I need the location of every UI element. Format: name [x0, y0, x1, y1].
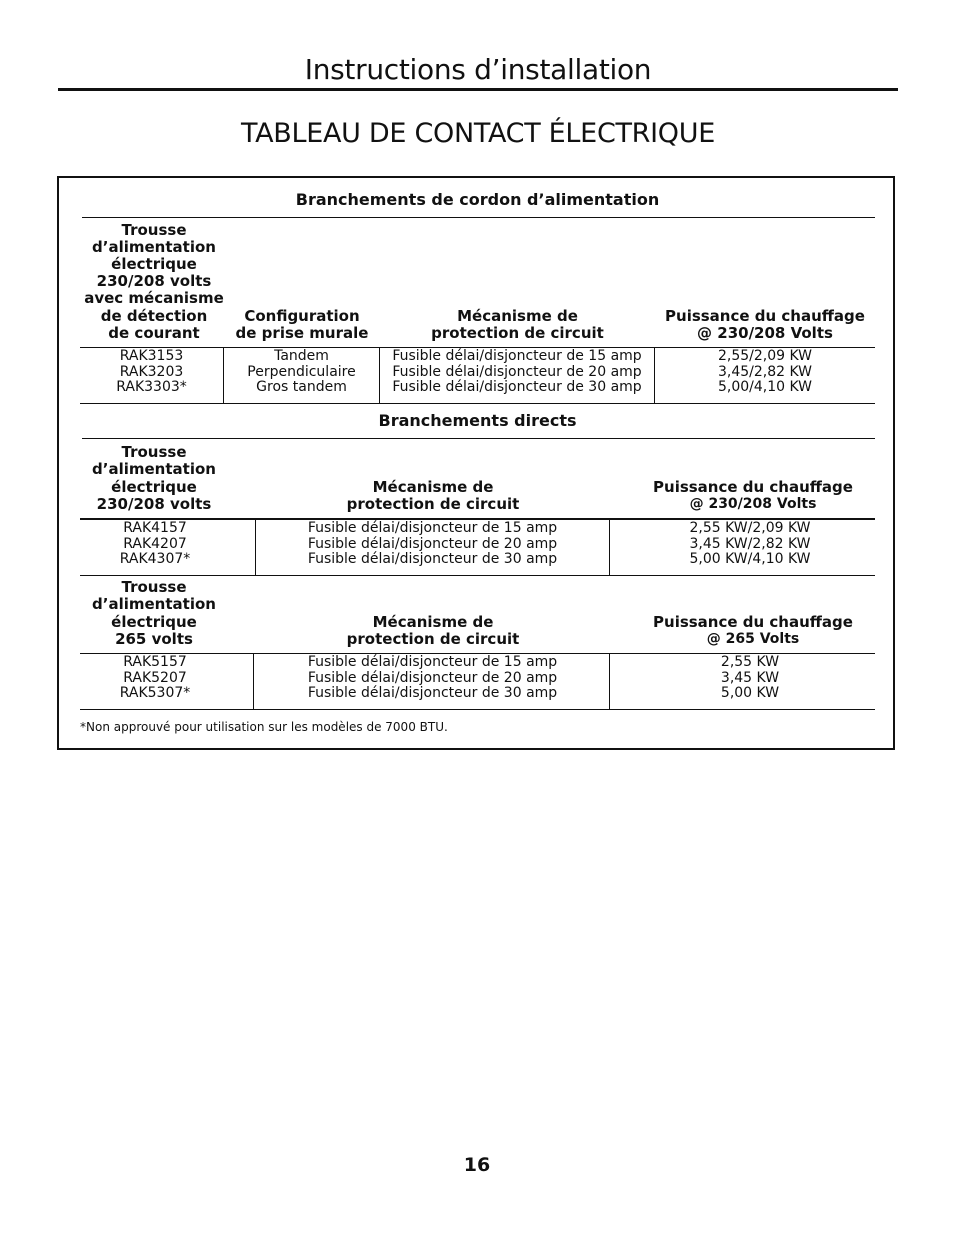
cord-protection-list-line: Fusible délai/disjoncteur de 20 amp — [392, 363, 642, 380]
cord-header-protection-line: protection de circuit — [431, 323, 604, 342]
direct265-header-kit-line: électrique — [111, 612, 197, 631]
electrical-contact-table — [57, 176, 895, 750]
cord-header-config — [224, 220, 380, 342]
direct230-header-kit — [80, 441, 228, 513]
cord-protection-list-line: Fusible délai/disjoncteur de 30 amp — [392, 379, 642, 395]
direct265-power-list-line: 3,45 KW — [720, 669, 780, 686]
direct230-kit-list — [80, 521, 230, 568]
direct230-header-kit-line: 230/208 volts — [96, 494, 212, 513]
cord-protection-list — [380, 349, 654, 396]
cord-header-protection — [380, 220, 655, 342]
direct265-header-kit-line: 265 volts — [115, 629, 193, 648]
direct265-power-list-line: 2,55 KW — [720, 654, 780, 670]
direct230-protection-list-line: Fusible délai/disjoncteur de 15 amp — [307, 520, 558, 536]
direct265-protection-list-line: Fusible délai/disjoncteur de 20 amp — [307, 669, 558, 686]
direct265-kit-list-line: RAK5207 — [123, 669, 187, 686]
cord-header-kit-line: de détection — [100, 306, 208, 325]
cord-header-kit-line: avec mécanisme — [84, 289, 224, 308]
direct265-kit-list-line: RAK5307* — [119, 685, 191, 701]
direct265-header-power — [610, 576, 896, 648]
cord-header-kit — [80, 220, 228, 342]
direct265-header-power-line: Puissance du chauffage — [653, 612, 853, 631]
cord-header-kit-line: Trousse — [121, 220, 187, 239]
direct265-protection-list-line: Fusible délai/disjoncteur de 15 amp — [307, 654, 558, 670]
direct265-header-power-line: @ 265 Volts — [706, 630, 800, 647]
cord-protection-list-line: Fusible délai/disjoncteur de 15 amp — [392, 348, 642, 364]
direct230-header-power — [610, 441, 896, 513]
cord-header-protection-line: Mécanisme de — [457, 306, 578, 325]
header-divider — [58, 88, 898, 91]
direct230-header-power-line: @ 230/208 Volts — [689, 495, 817, 512]
direct230-header-protection — [256, 441, 610, 513]
direct265-header-kit — [80, 576, 228, 648]
cord-header-config-line: de prise murale — [235, 323, 369, 342]
cord-config-list-line: Gros tandem — [256, 379, 347, 395]
direct265-header-protection — [256, 576, 610, 648]
cord-header-kit-line: électrique — [111, 254, 197, 273]
cord-header-kit-line: de courant — [108, 323, 200, 342]
cord-header-config-line: Configuration — [244, 306, 360, 325]
direct230-protection-list-line: Fusible délai/disjoncteur de 20 amp — [307, 535, 558, 552]
direct265-header-kit-line: Trousse — [121, 578, 187, 597]
direct230-power-list-line: 2,55 KW/2,09 KW — [689, 520, 811, 536]
direct-connections-title: Branchements directs — [378, 411, 577, 430]
direct230-protection-list-line: Fusible délai/disjoncteur de 30 amp — [307, 551, 558, 567]
direct230-kit-list-line: RAK4207 — [123, 535, 187, 552]
page-header-title: Instructions d’installation — [304, 53, 652, 86]
direct-title-rule — [82, 438, 875, 439]
direct265-header-kit-line: d’alimentation — [92, 595, 216, 614]
cord-config-list-line: Perpendiculaire — [247, 363, 356, 380]
direct265-power-list — [610, 655, 890, 702]
direct265-kit-list — [80, 655, 230, 702]
direct230-header-protection-line: protection de circuit — [346, 494, 520, 513]
cord-power-list-line: 2,55/2,09 KW — [717, 348, 813, 364]
direct265-protection-list — [256, 655, 609, 702]
direct230-kit-list-line: RAK4157 — [123, 520, 187, 536]
cord-power-list-line: 3,45/2,82 KW — [717, 363, 813, 380]
cord-kit-list-line: RAK3303* — [116, 379, 187, 395]
cord-kit-list-line: RAK3153 — [119, 348, 184, 364]
cord-bottom-rule — [80, 403, 875, 404]
page-number: 16 — [463, 1154, 491, 1176]
direct265-kit-list-line: RAK5157 — [123, 654, 187, 670]
direct230-power-list — [610, 521, 890, 568]
footnote: *Non approuvé pour utilisation sur les modèles de 7000 BTU. — [80, 720, 448, 734]
direct265-power-list-line: 5,00 KW — [720, 685, 780, 701]
cord-kit-list-line: RAK3203 — [119, 363, 184, 380]
direct265-header-protection-line: Mécanisme de — [372, 612, 494, 631]
cord-header-kit-line: d’alimentation — [92, 237, 216, 256]
direct265-header-protection-line: protection de circuit — [346, 629, 520, 648]
cord-header-power-line: Puissance du chauffage — [665, 306, 865, 325]
direct230-header-kit-line: d’alimentation — [92, 460, 216, 479]
direct230-power-list-line: 5,00 KW/4,10 KW — [689, 551, 811, 567]
direct265-bottom-rule — [80, 709, 875, 710]
direct230-header-power-line: Puissance du chauffage — [653, 477, 853, 496]
cord-power-list-line: 5,00/4,10 KW — [717, 379, 813, 395]
cord-power-list — [655, 349, 875, 396]
direct265-protection-list-line: Fusible délai/disjoncteur de 30 amp — [307, 685, 558, 701]
cord-header-power-line: @ 230/208 Volts — [697, 323, 833, 342]
direct230-header-kit-line: Trousse — [121, 443, 187, 462]
cord-header-kit-line: 230/208 volts — [96, 272, 212, 291]
direct230-header-kit-line: électrique — [111, 477, 197, 496]
direct230-kit-list-line: RAK4307* — [119, 551, 191, 567]
direct265-col-divider-1 — [253, 653, 254, 709]
cord-config-list-line: Tandem — [274, 348, 329, 364]
section-title: TABLEAU DE CONTACT ÉLECTRIQUE — [241, 118, 715, 149]
cord-title-rule — [82, 217, 875, 218]
cord-connections-title: Branchements de cordon d’alimentation — [295, 190, 660, 209]
direct230-header-protection-line: Mécanisme de — [372, 477, 494, 496]
direct230-power-list-line: 3,45 KW/2,82 KW — [689, 535, 811, 552]
cord-kit-list — [80, 349, 223, 396]
cord-header-power — [655, 220, 875, 342]
direct230-protection-list — [256, 521, 609, 568]
cord-config-list — [224, 349, 379, 396]
